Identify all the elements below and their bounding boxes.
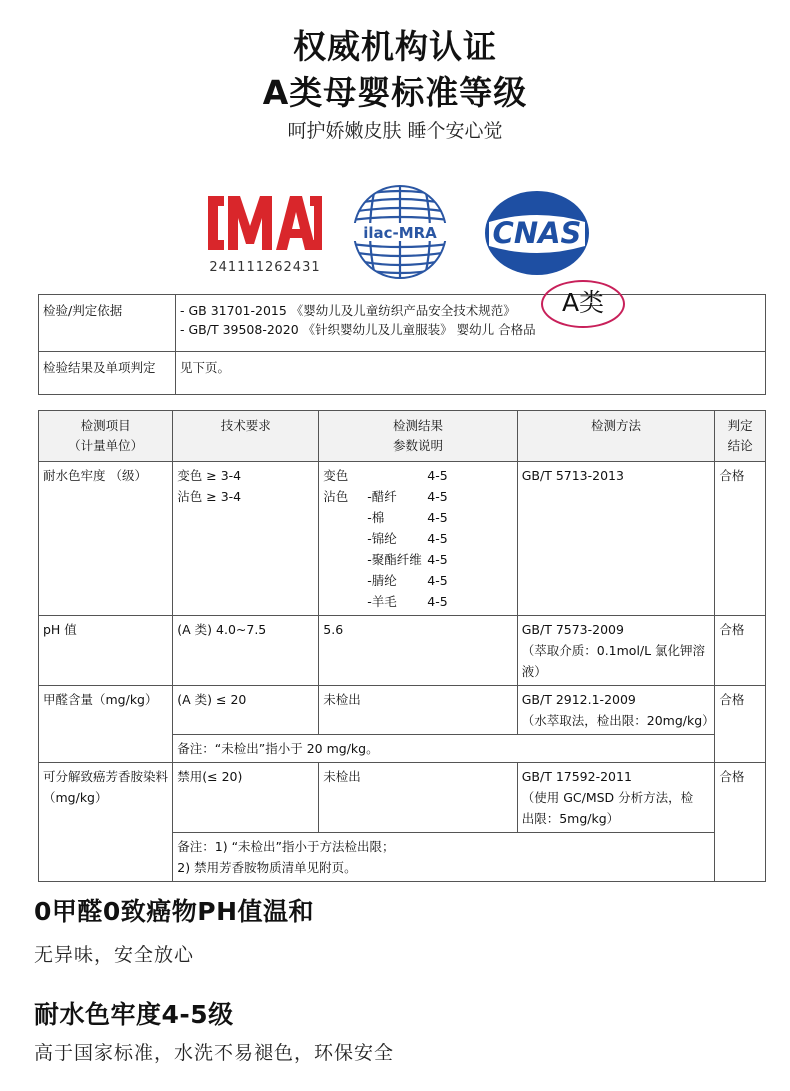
feature-text-formaldehyde: 无异味，安全放心 — [34, 944, 195, 966]
method-cell: GB/T 5713-2013 — [517, 462, 715, 616]
result-label: 检验结果及单项判定 — [39, 352, 176, 395]
feature-title-formaldehyde: 0甲醛0致癌物PH值温和 — [34, 897, 315, 926]
ilac-mra-graphic — [345, 182, 455, 282]
requirement-cell: (A 类) ≤ 20 — [173, 686, 319, 735]
cnas-text: CNAS — [492, 216, 582, 250]
table-row — [39, 686, 766, 735]
result-row — [39, 352, 766, 395]
result-value: 见下页。 — [176, 352, 766, 395]
cma-logo — [200, 188, 330, 283]
header-item: 检测项目 （计量单位） — [39, 411, 173, 462]
test-results-table — [38, 410, 766, 882]
requirement-cell: 变色 ≥ 3-4 沾色 ≥ 3-4 — [173, 462, 319, 616]
cnas-graphic — [475, 188, 600, 278]
header-method: 检测方法 — [517, 411, 715, 462]
page-subtitle: 呵护娇嫩皮肤 睡个安心觉 — [287, 120, 503, 142]
method-cell: GB/T 17592-2011 （使用 GC/MSD 分析方法，检 出限：5mg/kg） — [517, 763, 715, 833]
header-row — [39, 411, 766, 462]
requirement-cell: (A 类) 4.0~7.5 — [173, 616, 319, 686]
basis-standard-1: - GB 31701-2015 《婴幼儿及儿童纺织产品安全技术规范》 — [180, 303, 516, 318]
header-result: 检测结果 参数说明 — [319, 411, 517, 462]
verdict-cell: 合格 — [715, 616, 766, 686]
table-row — [39, 462, 766, 616]
inspection-basis-table — [38, 294, 766, 395]
verdict-cell: 合格 — [715, 686, 766, 763]
cnas-logo — [475, 188, 600, 278]
basis-label: 检验/判定依据 — [39, 295, 176, 352]
page-title: 权威机构认证 — [293, 27, 497, 66]
result-cell: 5.6 — [319, 616, 517, 686]
cma-number: 241111262431 — [209, 260, 321, 275]
result-cell — [319, 462, 517, 616]
requirement-cell: 禁用(≤ 20) — [173, 763, 319, 833]
colorfast-results: 变色 4-5 沾色 -醋纤 4-5 -棉 4-5 -锦纶 4-5 -聚酯纤维 4-5 -腈纶 4-5 -羊毛 4-5 — [323, 468, 448, 609]
header-verdict: 判定 结论 — [715, 411, 766, 462]
item-cell: 甲醛含量（mg/kg） — [39, 686, 173, 763]
item-cell: 耐水色牢度 （级） — [39, 462, 173, 616]
basis-standard-2: - GB/T 39508-2020 《针织婴幼儿及儿童服装》 婴幼儿 合格品 — [180, 322, 536, 337]
basis-value — [176, 295, 766, 352]
ilac-mra-text: ilac-MRA — [363, 224, 437, 242]
ilac-mra-logo — [345, 182, 455, 282]
method-cell: GB/T 7573-2009 （萃取介质：0.1mol/L 氯化钾溶 液） — [517, 616, 715, 686]
table-row — [39, 616, 766, 686]
result-cell: 未检出 — [319, 763, 517, 833]
table-row — [39, 763, 766, 833]
basis-row — [39, 295, 766, 352]
item-cell: 可分解致癌芳香胺染料（mg/kg） — [39, 763, 173, 882]
note-cell: 备注：“未检出”指小于 20 mg/kg。 — [173, 735, 715, 763]
feature-title-colorfast: 耐水色牢度4-5级 — [34, 1000, 234, 1029]
verdict-cell: 合格 — [715, 462, 766, 616]
grade-a-mark: A类 — [541, 280, 625, 328]
cma-logo-graphic — [200, 188, 330, 258]
method-cell: GB/T 2912.1-2009 （水萃取法，检出限：20mg/kg） — [517, 686, 715, 735]
feature-text-colorfast: 高于国家标准，水洗不易褪色，环保安全 — [34, 1042, 395, 1064]
result-cell: 未检出 — [319, 686, 517, 735]
item-cell: pH 值 — [39, 616, 173, 686]
page-title-line2: A类母婴标准等级 — [262, 73, 528, 112]
verdict-cell: 合格 — [715, 763, 766, 882]
note-cell: 备注：1) “未检出”指小于方法检出限； 2) 禁用芳香胺物质清单见附页。 — [173, 833, 715, 882]
header-requirement: 技术要求 — [173, 411, 319, 462]
